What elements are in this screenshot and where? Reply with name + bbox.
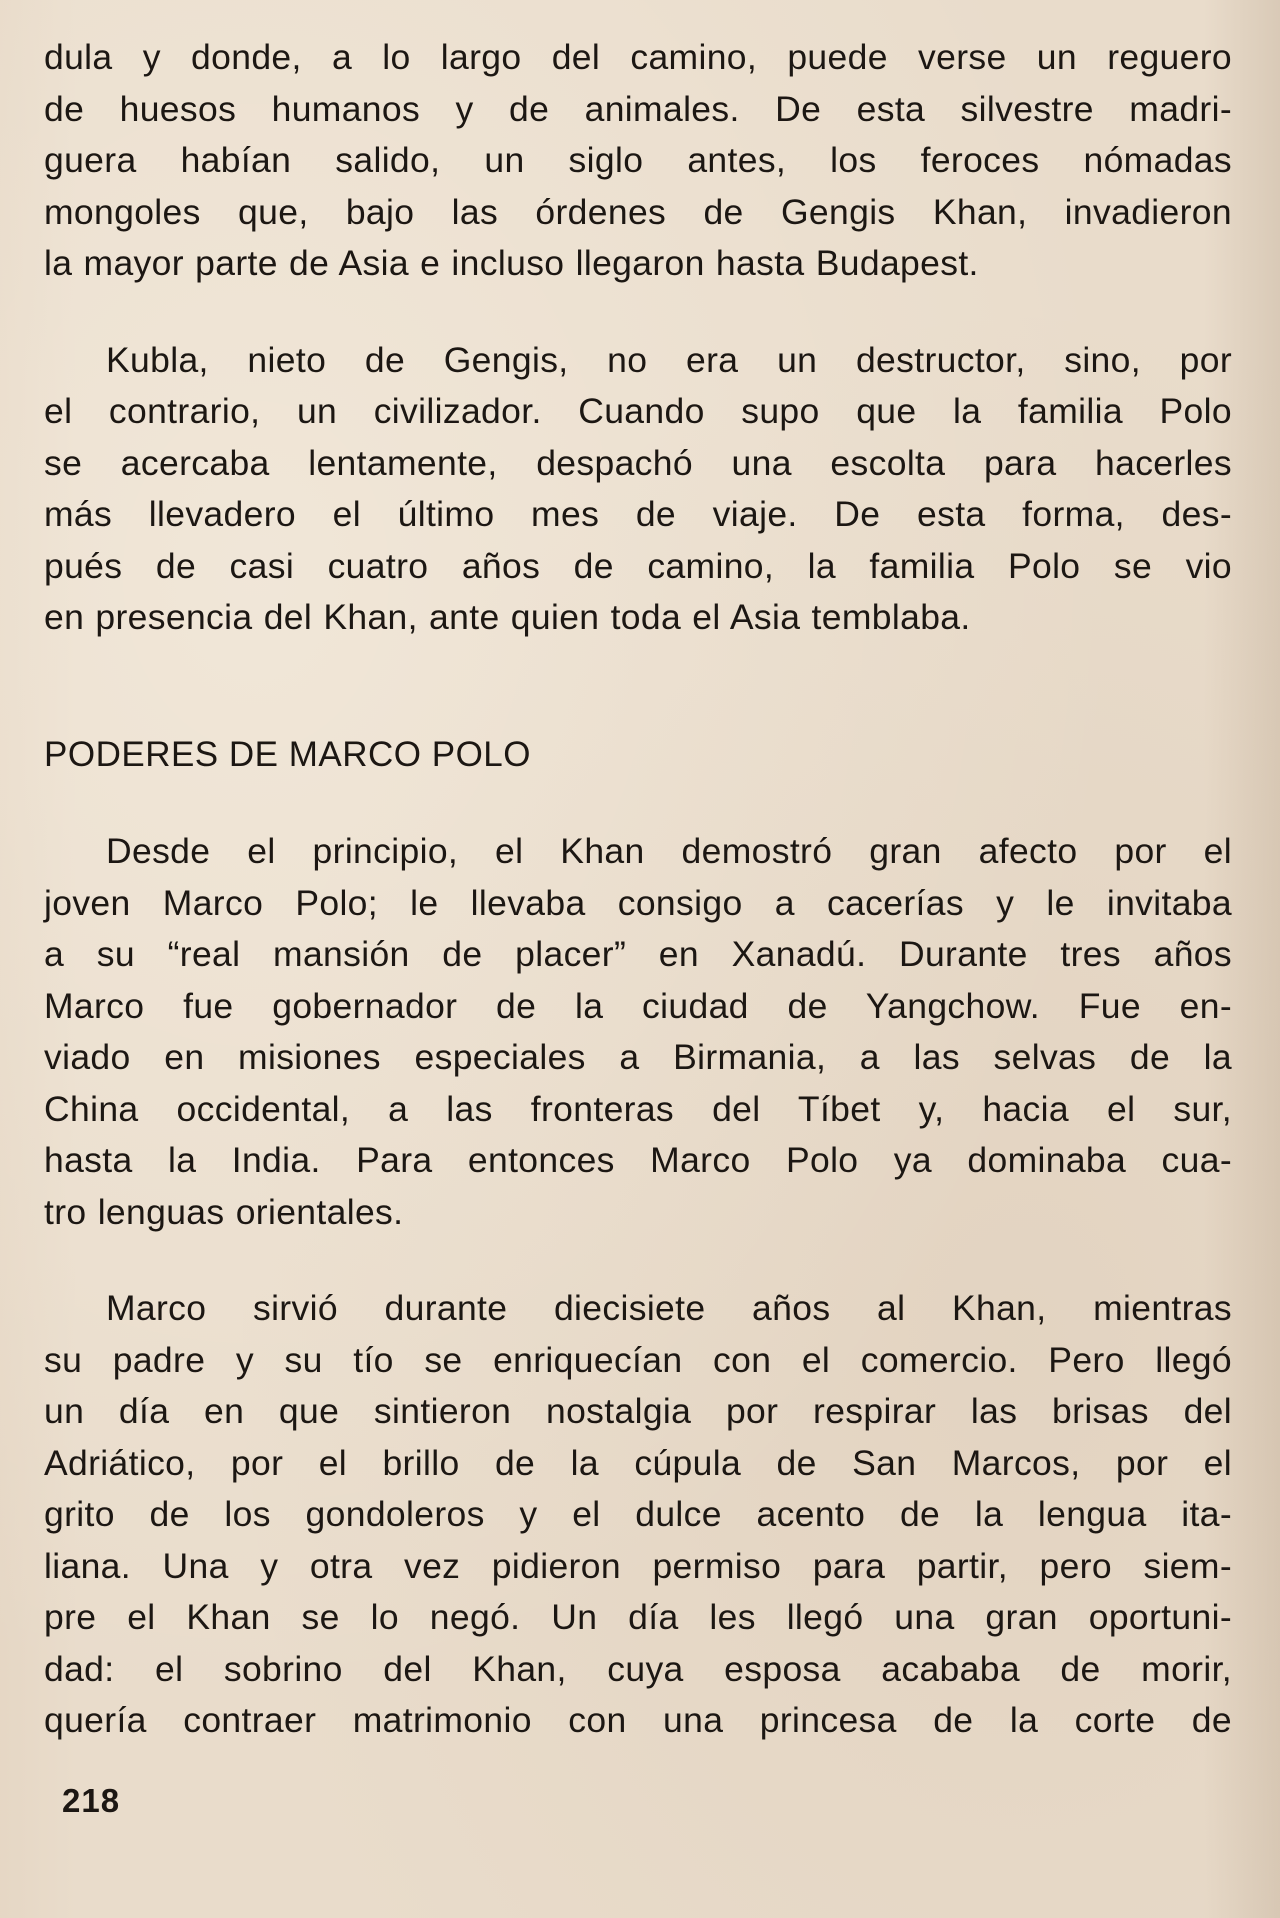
text-line: pre el Khan se lo negó. Un día les llegó una gran oportuni-	[44, 1597, 1232, 1637]
text-line: tro lenguas orientales.	[44, 1191, 404, 1232]
text-line: más llevadero el último mes de viaje. De esta forma, des-	[44, 494, 1232, 534]
text-line: a su “real mansión de placer” en Xanadú. Durante tres años	[44, 934, 1232, 974]
text-line: joven Marco Polo; le llevaba consigo a cacerías y le invitaba	[44, 882, 1232, 923]
text-line: de huesos humanos y de animales. De esta silvestre madri-	[44, 88, 1232, 129]
text-line: su padre y su tío se enriquecían con el comercio. Pero llegó	[44, 1339, 1232, 1380]
text-line: Adriático, por el brillo de la cúpula de San Marcos, por el	[44, 1442, 1232, 1483]
paragraph-3	[44, 826, 1232, 1238]
page-number: 218	[62, 1782, 121, 1819]
text-line: guera habían salido, un siglo antes, los feroces nómadas	[44, 140, 1232, 180]
text-line: liana. Una y otra vez pidieron permiso para partir, pero siem-	[44, 1545, 1232, 1586]
text-line: mongoles que, bajo las órdenes de Gengis Khan, invadieron	[44, 191, 1232, 232]
text-line: en presencia del Khan, ante quien toda el Asia temblaba.	[44, 597, 971, 637]
paragraph-2	[44, 335, 1232, 644]
section-heading: PODERES DE MARCO POLO	[44, 734, 531, 774]
text-line: China occidental, a las fronteras del Tíbet y, hacia el sur,	[44, 1088, 1232, 1129]
text-line: dula y donde, a lo largo del camino, puede verse un reguero	[44, 37, 1232, 77]
paragraph-4	[44, 1283, 1232, 1747]
text-line: un día en que sintieron nostalgia por respirar las brisas del	[44, 1391, 1232, 1431]
text-line: la mayor parte de Asia e incluso llegaron hasta Budapest.	[44, 243, 979, 283]
text-line: Kubla, nieto de Gengis, no era un destructor, sino, por	[106, 339, 1232, 380]
text-line: Desde el principio, el Khan demostró gran afecto por el	[106, 831, 1232, 871]
text-line: grito de los gondoleros y el dulce acento de la lengua ita-	[44, 1494, 1232, 1534]
text-line: pués de casi cuatro años de camino, la familia Polo se vio	[44, 545, 1232, 586]
text-line: viado en misiones especiales a Birmania, a las selvas de la	[44, 1037, 1232, 1077]
text-line: se acercaba lentamente, despachó una escolta para hacerles	[44, 442, 1232, 483]
text-line: dad: el sobrino del Khan, cuya esposa acababa de morir,	[44, 1648, 1232, 1689]
text-line: el contrario, un civilizador. Cuando supo que la familia Polo	[44, 391, 1232, 431]
text-line: quería contraer matrimonio con una princesa de la corte de	[44, 1700, 1232, 1740]
text-line: Marco sirvió durante diecisiete años al Khan, mientras	[106, 1288, 1232, 1328]
text-line: hasta la India. Para entonces Marco Polo ya dominaba cua-	[44, 1140, 1232, 1180]
text-line: Marco fue gobernador de la ciudad de Yangchow. Fue en-	[44, 985, 1232, 1026]
paragraph-1	[44, 32, 1232, 290]
